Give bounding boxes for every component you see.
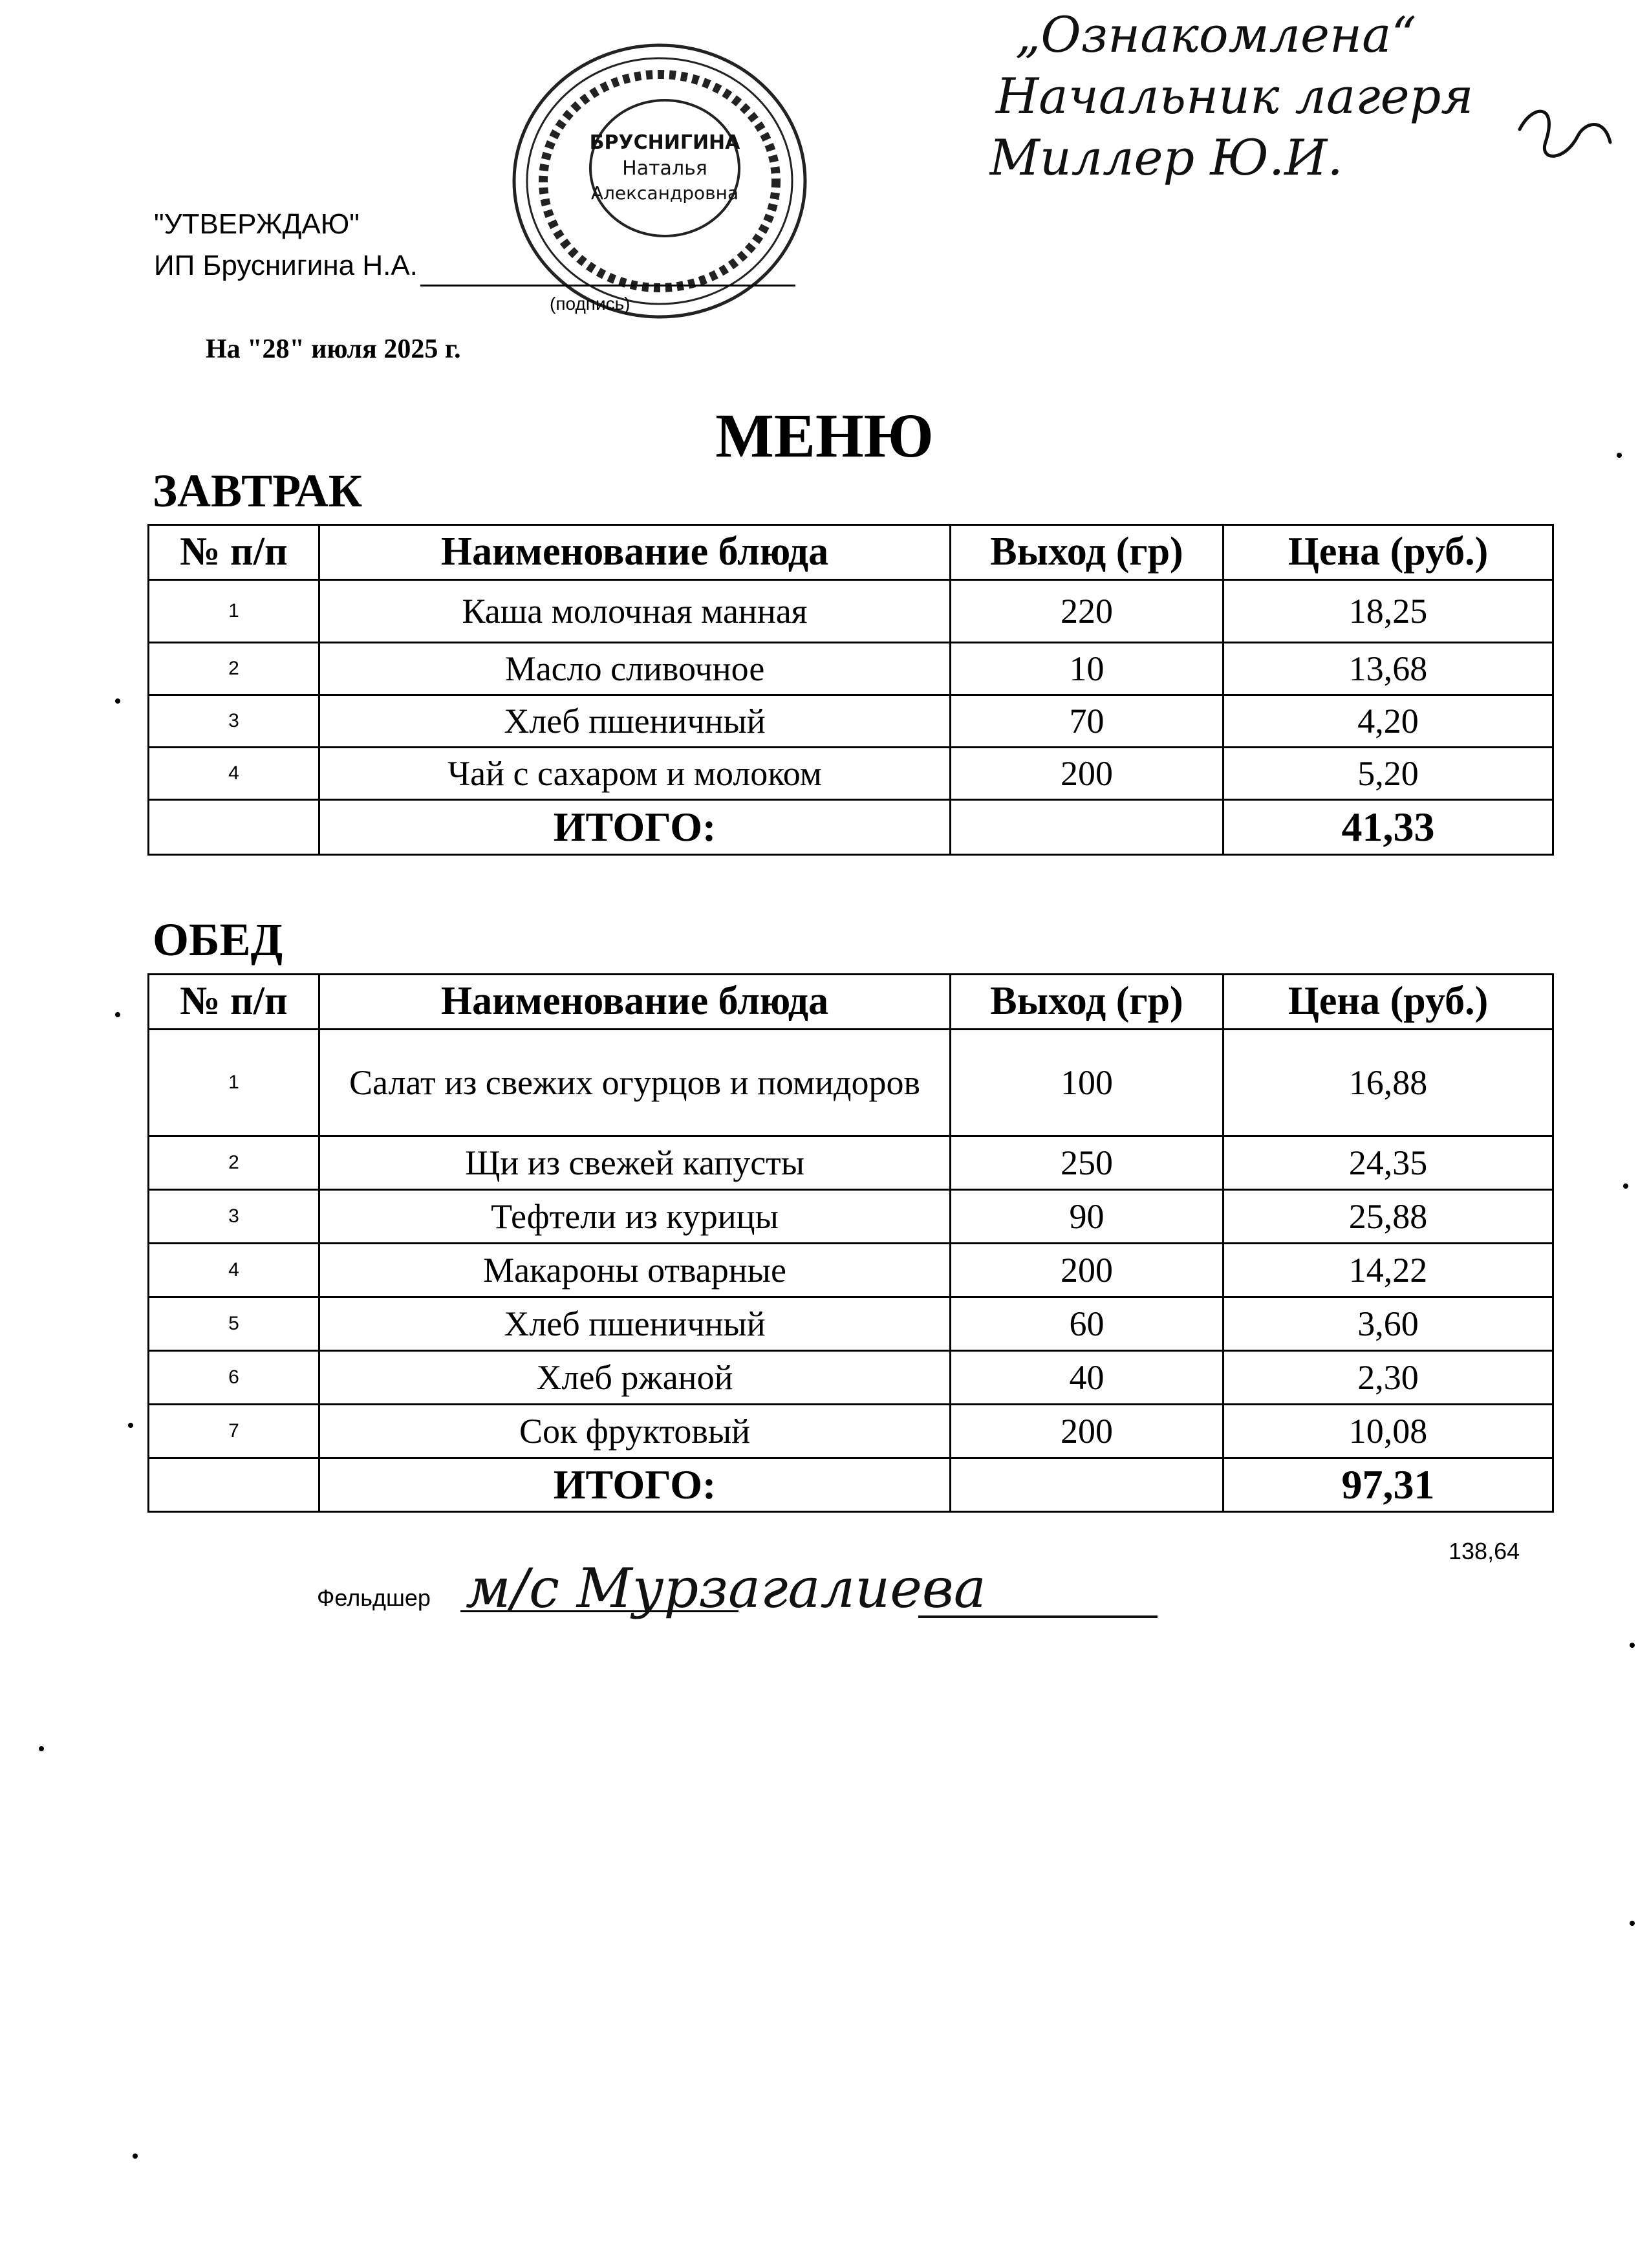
row-num: 7: [149, 1405, 319, 1458]
row-num: 1: [149, 1030, 319, 1136]
dish-output: 250: [951, 1136, 1223, 1190]
stamp-line-2: Наталья: [622, 157, 707, 180]
note-line-3: Миллер Ю.И.: [989, 129, 1343, 186]
column-header-output: Выход (гр): [951, 525, 1223, 580]
signature-caption: (подпись): [550, 294, 630, 314]
dish-price: 10,08: [1223, 1405, 1553, 1458]
scan-speck: [39, 1746, 44, 1751]
lunch-table: [147, 973, 1554, 1513]
total-empty-cell: [149, 800, 319, 855]
note-line-2: Начальник лагеря: [996, 67, 1474, 125]
row-num: 3: [149, 1190, 319, 1244]
column-header-num: № п/п: [149, 525, 319, 580]
row-num: 4: [149, 748, 319, 800]
table-header-row: [149, 975, 1553, 1030]
dish-name: Хлеб пшеничный: [319, 1297, 951, 1351]
table-row: [149, 695, 1553, 748]
paramedic-signature: [453, 1546, 1164, 1630]
dish-price: 4,20: [1223, 695, 1553, 748]
total-empty-cell: [951, 800, 1223, 855]
dish-name: Каша молочная манная: [319, 580, 951, 643]
table-row: [149, 1190, 1553, 1244]
breakfast-table: [147, 524, 1554, 856]
approval-organization: ИП Бруснигина Н.А.: [154, 250, 418, 281]
dish-price: 16,88: [1223, 1030, 1553, 1136]
dish-output: 200: [951, 1405, 1223, 1458]
scan-speck: [115, 1012, 120, 1017]
paramedic-label: Фельдшер: [317, 1584, 431, 1611]
dish-output: 10: [951, 643, 1223, 695]
row-num: 6: [149, 1351, 319, 1405]
page-title: МЕНЮ: [715, 401, 934, 470]
dish-name: Сок фруктовый: [319, 1405, 951, 1458]
dish-name: Макароны отварные: [319, 1244, 951, 1297]
total-row: [149, 800, 1553, 855]
dish-price: 13,68: [1223, 643, 1553, 695]
table-row: [149, 1136, 1553, 1190]
dish-name: Салат из свежих огурцов и помидоров: [319, 1030, 951, 1136]
total-row: [149, 1458, 1553, 1512]
dish-output: 70: [951, 695, 1223, 748]
dish-price: 25,88: [1223, 1190, 1553, 1244]
row-num: 2: [149, 643, 319, 695]
table-row: [149, 1244, 1553, 1297]
scan-speck: [1617, 453, 1622, 458]
column-header-name: Наименование блюда: [319, 975, 951, 1030]
approval-title: "УТВЕРЖДАЮ": [154, 208, 360, 240]
dish-name: Чай с сахаром и молоком: [319, 748, 951, 800]
table-row: [149, 643, 1553, 695]
dish-output: 100: [951, 1030, 1223, 1136]
dish-output: 60: [951, 1297, 1223, 1351]
table-row: [149, 580, 1553, 643]
row-num: 5: [149, 1297, 319, 1351]
breakfast-heading: ЗАВТРАК: [153, 465, 363, 517]
row-num: 1: [149, 580, 319, 643]
table-header-row: [149, 525, 1553, 580]
total-label: ИТОГО:: [319, 800, 951, 855]
handwritten-acknowledgement: [989, 0, 1630, 194]
dish-name: Хлеб пшеничный: [319, 695, 951, 748]
dish-name: Хлеб ржаной: [319, 1351, 951, 1405]
scan-speck: [1630, 1643, 1635, 1648]
dish-output: 220: [951, 580, 1223, 643]
dish-name: Тефтели из курицы: [319, 1190, 951, 1244]
total-label: ИТОГО:: [319, 1458, 951, 1512]
dish-name: Щи из свежей капусты: [319, 1136, 951, 1190]
table-row: [149, 1405, 1553, 1458]
table-row: [149, 1351, 1553, 1405]
table-row: [149, 1030, 1553, 1136]
paramedic-signature-text: м/с Мурзагалиева: [466, 1557, 986, 1620]
dish-price: 24,35: [1223, 1136, 1553, 1190]
menu-date: На "28" июля 2025 г.: [206, 334, 461, 364]
column-header-price: Цена (руб.): [1223, 975, 1553, 1030]
scan-speck: [133, 2154, 138, 2159]
handwritten-day-total: 138,64: [1449, 1538, 1520, 1564]
dish-output: 200: [951, 1244, 1223, 1297]
dish-name: Масло сливочное: [319, 643, 951, 695]
total-value: 41,33: [1223, 800, 1553, 855]
dish-price: 18,25: [1223, 580, 1553, 643]
dish-price: 3,60: [1223, 1297, 1553, 1351]
column-header-name: Наименование блюда: [319, 525, 951, 580]
row-num: 4: [149, 1244, 319, 1297]
column-header-num: № п/п: [149, 975, 319, 1030]
table-row: [149, 1297, 1553, 1351]
lunch-heading: ОБЕД: [153, 914, 283, 966]
column-header-price: Цена (руб.): [1223, 525, 1553, 580]
scan-speck: [128, 1423, 133, 1428]
scan-speck: [1630, 1921, 1635, 1926]
dish-output: 90: [951, 1190, 1223, 1244]
row-num: 3: [149, 695, 319, 748]
dish-price: 2,30: [1223, 1351, 1553, 1405]
column-header-output: Выход (гр): [951, 975, 1223, 1030]
total-empty-cell: [951, 1458, 1223, 1512]
stamp-line-3: Александровна: [590, 182, 739, 204]
approval-signature-line: [420, 285, 795, 286]
total-value: 97,31: [1223, 1458, 1553, 1512]
row-num: 2: [149, 1136, 319, 1190]
total-empty-cell: [149, 1458, 319, 1512]
scan-speck: [1623, 1183, 1628, 1189]
table-row: [149, 748, 1553, 800]
dish-price: 14,22: [1223, 1244, 1553, 1297]
note-line-1: „Ознакомлена“: [1015, 6, 1417, 63]
stamp-line-1: БРУСНИГИНА: [589, 131, 740, 154]
dish-output: 40: [951, 1351, 1223, 1405]
dish-output: 200: [951, 748, 1223, 800]
scan-speck: [115, 698, 120, 704]
dish-price: 5,20: [1223, 748, 1553, 800]
